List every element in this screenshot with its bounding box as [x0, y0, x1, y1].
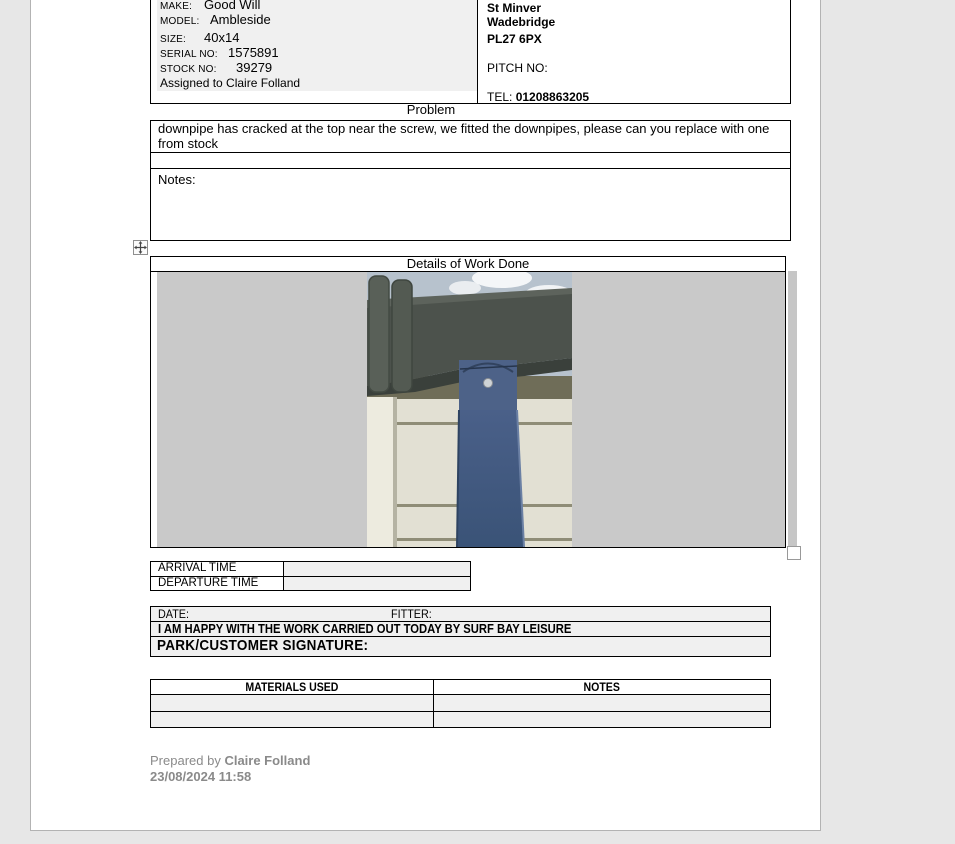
table-row — [151, 695, 770, 711]
happy-statement-text: I AM HAPPY WITH THE WORK CARRIED OUT TODAY BY SURF BAY LEISURE — [158, 622, 572, 636]
notes-cell — [434, 695, 770, 711]
field-stock-value: 39279 — [236, 60, 273, 75]
happy-statement-row — [151, 622, 770, 637]
fitter-label: FITTER: — [391, 607, 432, 621]
problem-heading: Problem — [406, 102, 456, 117]
tel-number: 01208863205 — [515, 90, 590, 104]
field-size-label: SIZE: — [160, 34, 187, 45]
field-make-label: MAKE: — [160, 1, 193, 12]
field-serial-label: SERIAL NO: — [160, 49, 218, 60]
address-line: Wadebridge — [487, 15, 556, 29]
field-model — [160, 11, 477, 26]
field-model-label: MODEL: — [160, 16, 200, 27]
materials-header-row — [151, 680, 770, 695]
tel-label: TEL: — [487, 90, 513, 104]
arrival-time-value — [284, 562, 470, 576]
table-row — [151, 711, 770, 727]
field-stock — [160, 59, 477, 74]
move-cross-icon — [134, 241, 147, 254]
table-row — [151, 576, 470, 590]
field-make-value: Good Will — [204, 0, 261, 12]
date-label: DATE: — [158, 607, 190, 621]
assigned-to-text: Assigned to Claire Folland — [160, 76, 301, 90]
prepared-by-line — [150, 753, 310, 769]
downpipe-photo-graphic — [157, 272, 785, 547]
materials-table — [150, 679, 771, 728]
work-done-image-cell — [151, 272, 785, 547]
problem-table — [150, 120, 791, 241]
prepared-timestamp: 23/08/2024 11:58 — [150, 769, 252, 784]
departure-time-value — [284, 577, 470, 590]
prepared-by-name: Claire Folland — [224, 753, 311, 768]
problem-text-cell: downpipe has cracked at the top near the screw, we fitted the downpipes, please can you replace with one from stock — [151, 121, 790, 153]
pitch-no-label: PITCH NO: — [487, 61, 548, 75]
unit-info-table — [150, 0, 791, 104]
date-fitter-row — [151, 607, 770, 622]
image-resize-handle[interactable] — [787, 546, 801, 560]
table-move-handle-icon[interactable] — [133, 240, 148, 255]
field-size-value: 40x14 — [204, 30, 240, 45]
signature-label: PARK/CUSTOMER SIGNATURE: — [157, 637, 369, 654]
times-table — [150, 561, 471, 591]
prepared-by-prefix: Prepared by — [150, 753, 225, 768]
unit-info-cell — [151, 0, 478, 103]
signature-table — [150, 606, 771, 657]
arrival-time-label: ARRIVAL TIME — [151, 562, 284, 576]
address-line: PL27 6PX — [487, 32, 542, 46]
field-serial-value: 1575891 — [228, 45, 279, 60]
unit-info-shaded-block — [157, 0, 477, 91]
notes-header: NOTES — [583, 680, 621, 694]
site-address-cell — [478, 0, 790, 103]
field-model-value: Ambleside — [210, 12, 271, 27]
field-make — [160, 0, 477, 11]
address-line: St Minver — [487, 1, 542, 15]
departure-time-label: DEPARTURE TIME — [151, 577, 284, 590]
table-row — [151, 562, 470, 576]
field-size — [160, 29, 477, 44]
problem-empty-cell — [151, 153, 790, 169]
work-done-table — [150, 256, 786, 548]
signature-row — [151, 637, 770, 656]
field-serial — [160, 44, 477, 59]
notes-cell: Notes: — [158, 172, 196, 187]
materials-cell — [151, 695, 434, 711]
field-stock-label: STOCK NO: — [160, 64, 217, 75]
materials-cell — [151, 712, 434, 727]
materials-used-header: MATERIALS USED — [151, 680, 434, 694]
prepared-by-block — [150, 753, 310, 785]
downpipe-photo[interactable] — [157, 272, 785, 547]
image-overflow-strip — [788, 271, 797, 546]
notes-cell — [434, 712, 770, 727]
work-done-heading: Details of Work Done — [151, 257, 785, 272]
